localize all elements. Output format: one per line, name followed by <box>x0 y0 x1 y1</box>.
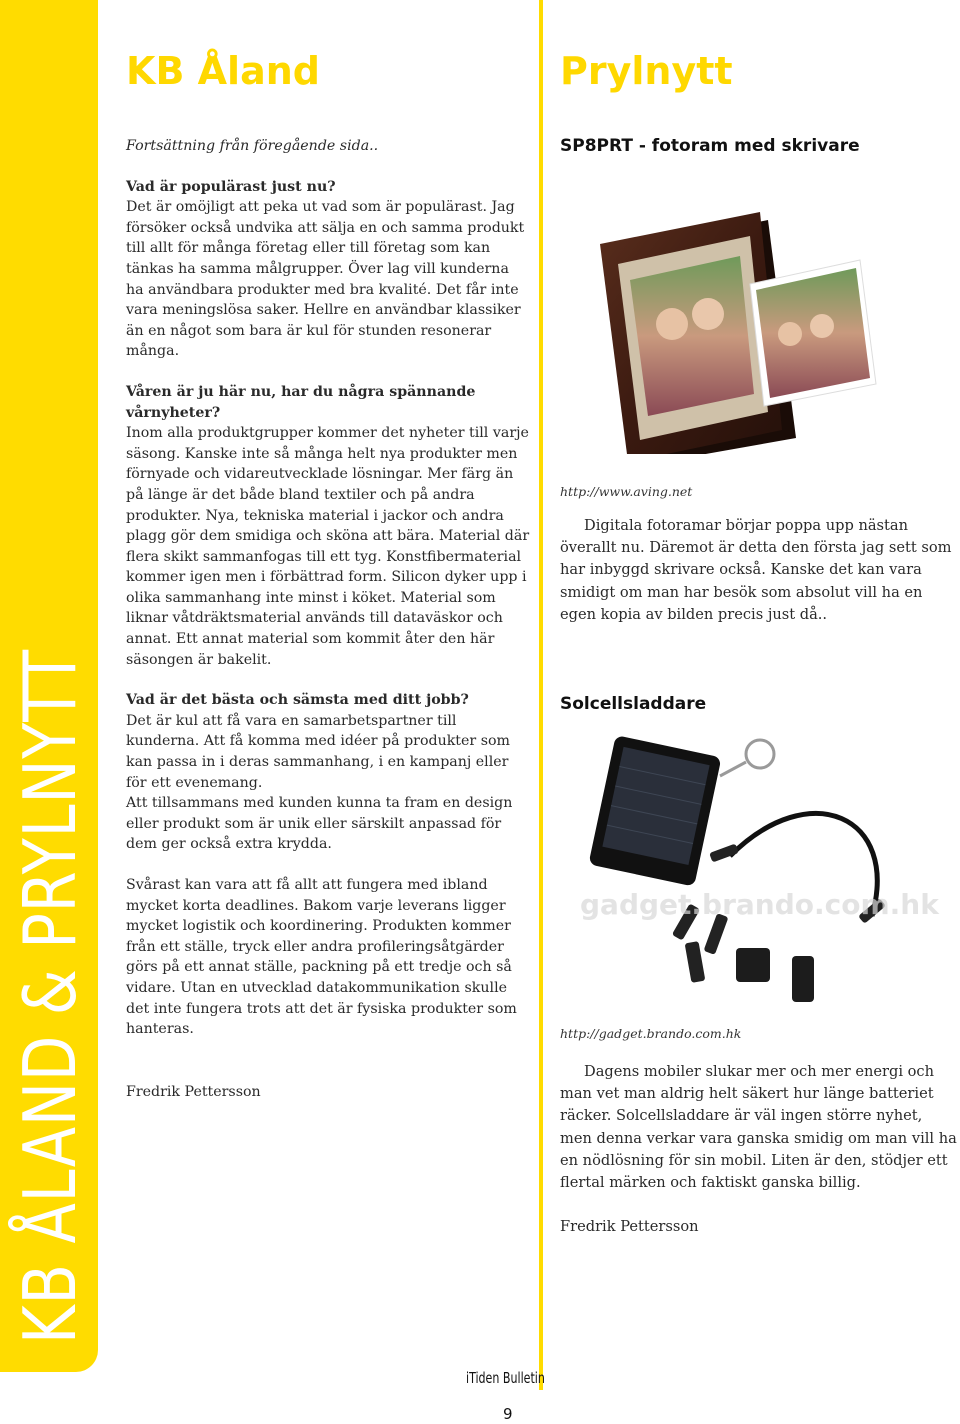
question: Våren är ju här nu, har du några spännande vårnyheter? <box>126 383 476 421</box>
article-heading-solar-charger: Solcellsladdare <box>560 694 707 715</box>
answer-continued: Att tillsammans med kunden kunna ta fram en design eller produkt som är unik eller särskilt anpassad för dem ger också extra krydda. <box>126 795 513 853</box>
closing-paragraph: Svårast kan vara att få allt att fungera med ibland mycket korta deadlines. Bakom varje leverans ligger mycket logistik och koordinering. Produkten kommer från ett ställe, tryck eller andra profileringsåtgärder görs på ett annat ställe, packning på ett tredje och så vidare. Utan en utvecklad datakommunikation skulle det inte fungera trots att det är fysiska produkter som hanteras. <box>126 877 517 1038</box>
image-source-aving: http://www.aving.net <box>560 484 693 499</box>
answer: Det är omöjligt att peka ut vad som är populärast. Jag försöker också undvika att sälja en och samma produkt till allt för många företag eller till företag som kan tänkas ha samma målgrupper. Över lag vill kunderna ha användbara produkter med bra kvalité. Det får inte vara meningslösa saker. Hellre en användbar klassiker än en något som bara är kul för stunden resonerar många. <box>126 199 525 360</box>
solar-charger-image <box>560 736 958 1026</box>
face-icon <box>810 314 834 338</box>
solar-charger-illustration <box>560 736 958 1026</box>
qa-block <box>126 690 530 855</box>
sidebar-vertical-title: KB ÅLAND & PRYLNYTT <box>8 649 92 1344</box>
page-number: 9 <box>503 1405 513 1423</box>
adapter-tip <box>685 941 706 983</box>
photo-frame-image <box>560 184 958 484</box>
connector-plug <box>709 844 739 863</box>
question: Vad är populärast just nu? <box>126 178 336 195</box>
publication-name: iTiden Bulletin <box>466 1369 545 1387</box>
adapter-tip <box>736 948 770 982</box>
qa-block <box>126 177 530 362</box>
face-icon <box>692 298 724 330</box>
image-watermark: gadget.brando.com.hk <box>580 888 939 922</box>
solar-panel-icon <box>588 736 721 887</box>
continuation-note: Fortsättning från föregående sida.. <box>126 138 379 154</box>
keyring-chain <box>720 762 746 776</box>
author-signature: Fredrik Pettersson <box>126 1083 261 1100</box>
keyring-icon <box>746 740 774 768</box>
column-divider <box>539 0 543 1390</box>
frame-screen-photo <box>630 256 754 416</box>
sidebar-band <box>0 0 98 1372</box>
article-body-solar-charger: Dagens mobiler slukar mer och mer energi och man vet man aldrig helt säkert hur länge batteriet räcker. Solcellsladdare är väl ingen större nyhet, men denna verkar vara ganska smidig om man vill ha en nödlösning för sin mobil. Liten är den, stödjer ett flertal märken och faktiskt ganska billig. <box>560 1063 957 1192</box>
question: Vad är det bästa och sämsta med ditt jobb? <box>126 692 469 709</box>
adapter-tip <box>792 956 814 1002</box>
gadget-column <box>560 136 958 1238</box>
author-signature-right: Fredrik Pettersson <box>560 1218 699 1236</box>
article-body-photo-frame: Digitala fotoramar börjar poppa upp nästan överallt nu. Däremot är detta den första jag sett som har inbyggd skrivare också. Kanske det kan vara smidigt om man har besök som absolut vill ha en egen kopia av bilden precis just då.. <box>560 517 952 623</box>
photo-frame-illustration <box>560 184 958 454</box>
left-page-title: KB Åland <box>126 49 320 93</box>
answer: Det är kul att få vara en samarbetspartner till kunderna. Att få komma med idéer på produkter som kan passa in i deras sammanhang, i en kampanj eller för ett evenemang. <box>126 712 510 791</box>
interview-column <box>126 136 530 1102</box>
answer: Inom alla produktgrupper kommer det nyheter till varje säsong. Kanske inte så många helt nya produkter men förnyade och vidareutvecklade lösningar. Mer färg än på länge är det både bland textiler och på andra produkter. Nya, tekniska material i jackor och andra plagg gör dem smidiga och sköna att bära. Material där flera skikt sammanfogas till ett tyg. Konstfibermaterial kommer igen men i förbättrad form. Silicon dyker upp i olika sammanhang inte minst i köket. Material som liknar våtdräktsmaterial används till dataväskor och annat. Ett annat material som kommit åter den här säsongen är bakelit. <box>126 425 530 668</box>
face-icon <box>778 322 802 346</box>
face-icon <box>656 308 688 340</box>
image-source-brando: http://gadget.brando.com.hk <box>560 1026 742 1042</box>
right-page-title: Prylnytt <box>560 49 733 93</box>
qa-block <box>126 382 530 670</box>
article-heading-photo-frame: SP8PRT - fotoram med skrivare <box>560 136 860 156</box>
